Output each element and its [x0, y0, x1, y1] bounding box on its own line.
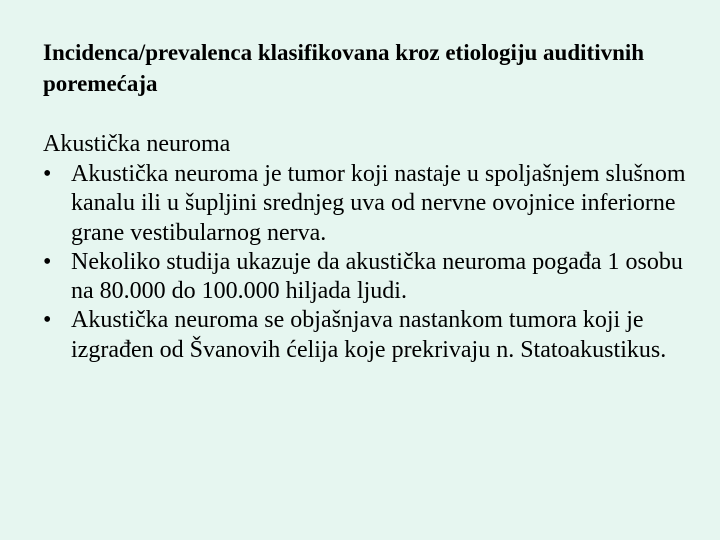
- bullet-text: Akustička neuroma je tumor koji nastaje u spoljašnjem slušnom kanalu ili u šupljini srednjeg uva od nervne ovojnice inferiorne grane vestibularnog nerva.: [71, 161, 686, 246]
- bullet-marker: •: [43, 307, 52, 334]
- bullet-list: [43, 160, 703, 365]
- slide-title: Incidenca/prevalenca klasifikovana kroz etiologiju auditivnih poremećaja: [43, 40, 645, 96]
- bullet-item: [43, 160, 703, 248]
- bullet-item: [43, 248, 703, 307]
- section-heading: Akustička neuroma: [43, 131, 231, 157]
- bullet-marker: •: [43, 161, 52, 187]
- bullet-text: Akustička neuroma se objašnjava nastankom tumora koji je izgrađen od Švanovih ćelija koje prekrivaju n. Statoakustikus.: [71, 307, 667, 363]
- bullet-text: Nekoliko studija ukazuje da akustička neuroma pogađa 1 osobu na 80.000 do 100.000 hiljada ljudi.: [71, 248, 683, 305]
- bullet-marker: •: [43, 248, 52, 275]
- bullet-item: [43, 306, 703, 365]
